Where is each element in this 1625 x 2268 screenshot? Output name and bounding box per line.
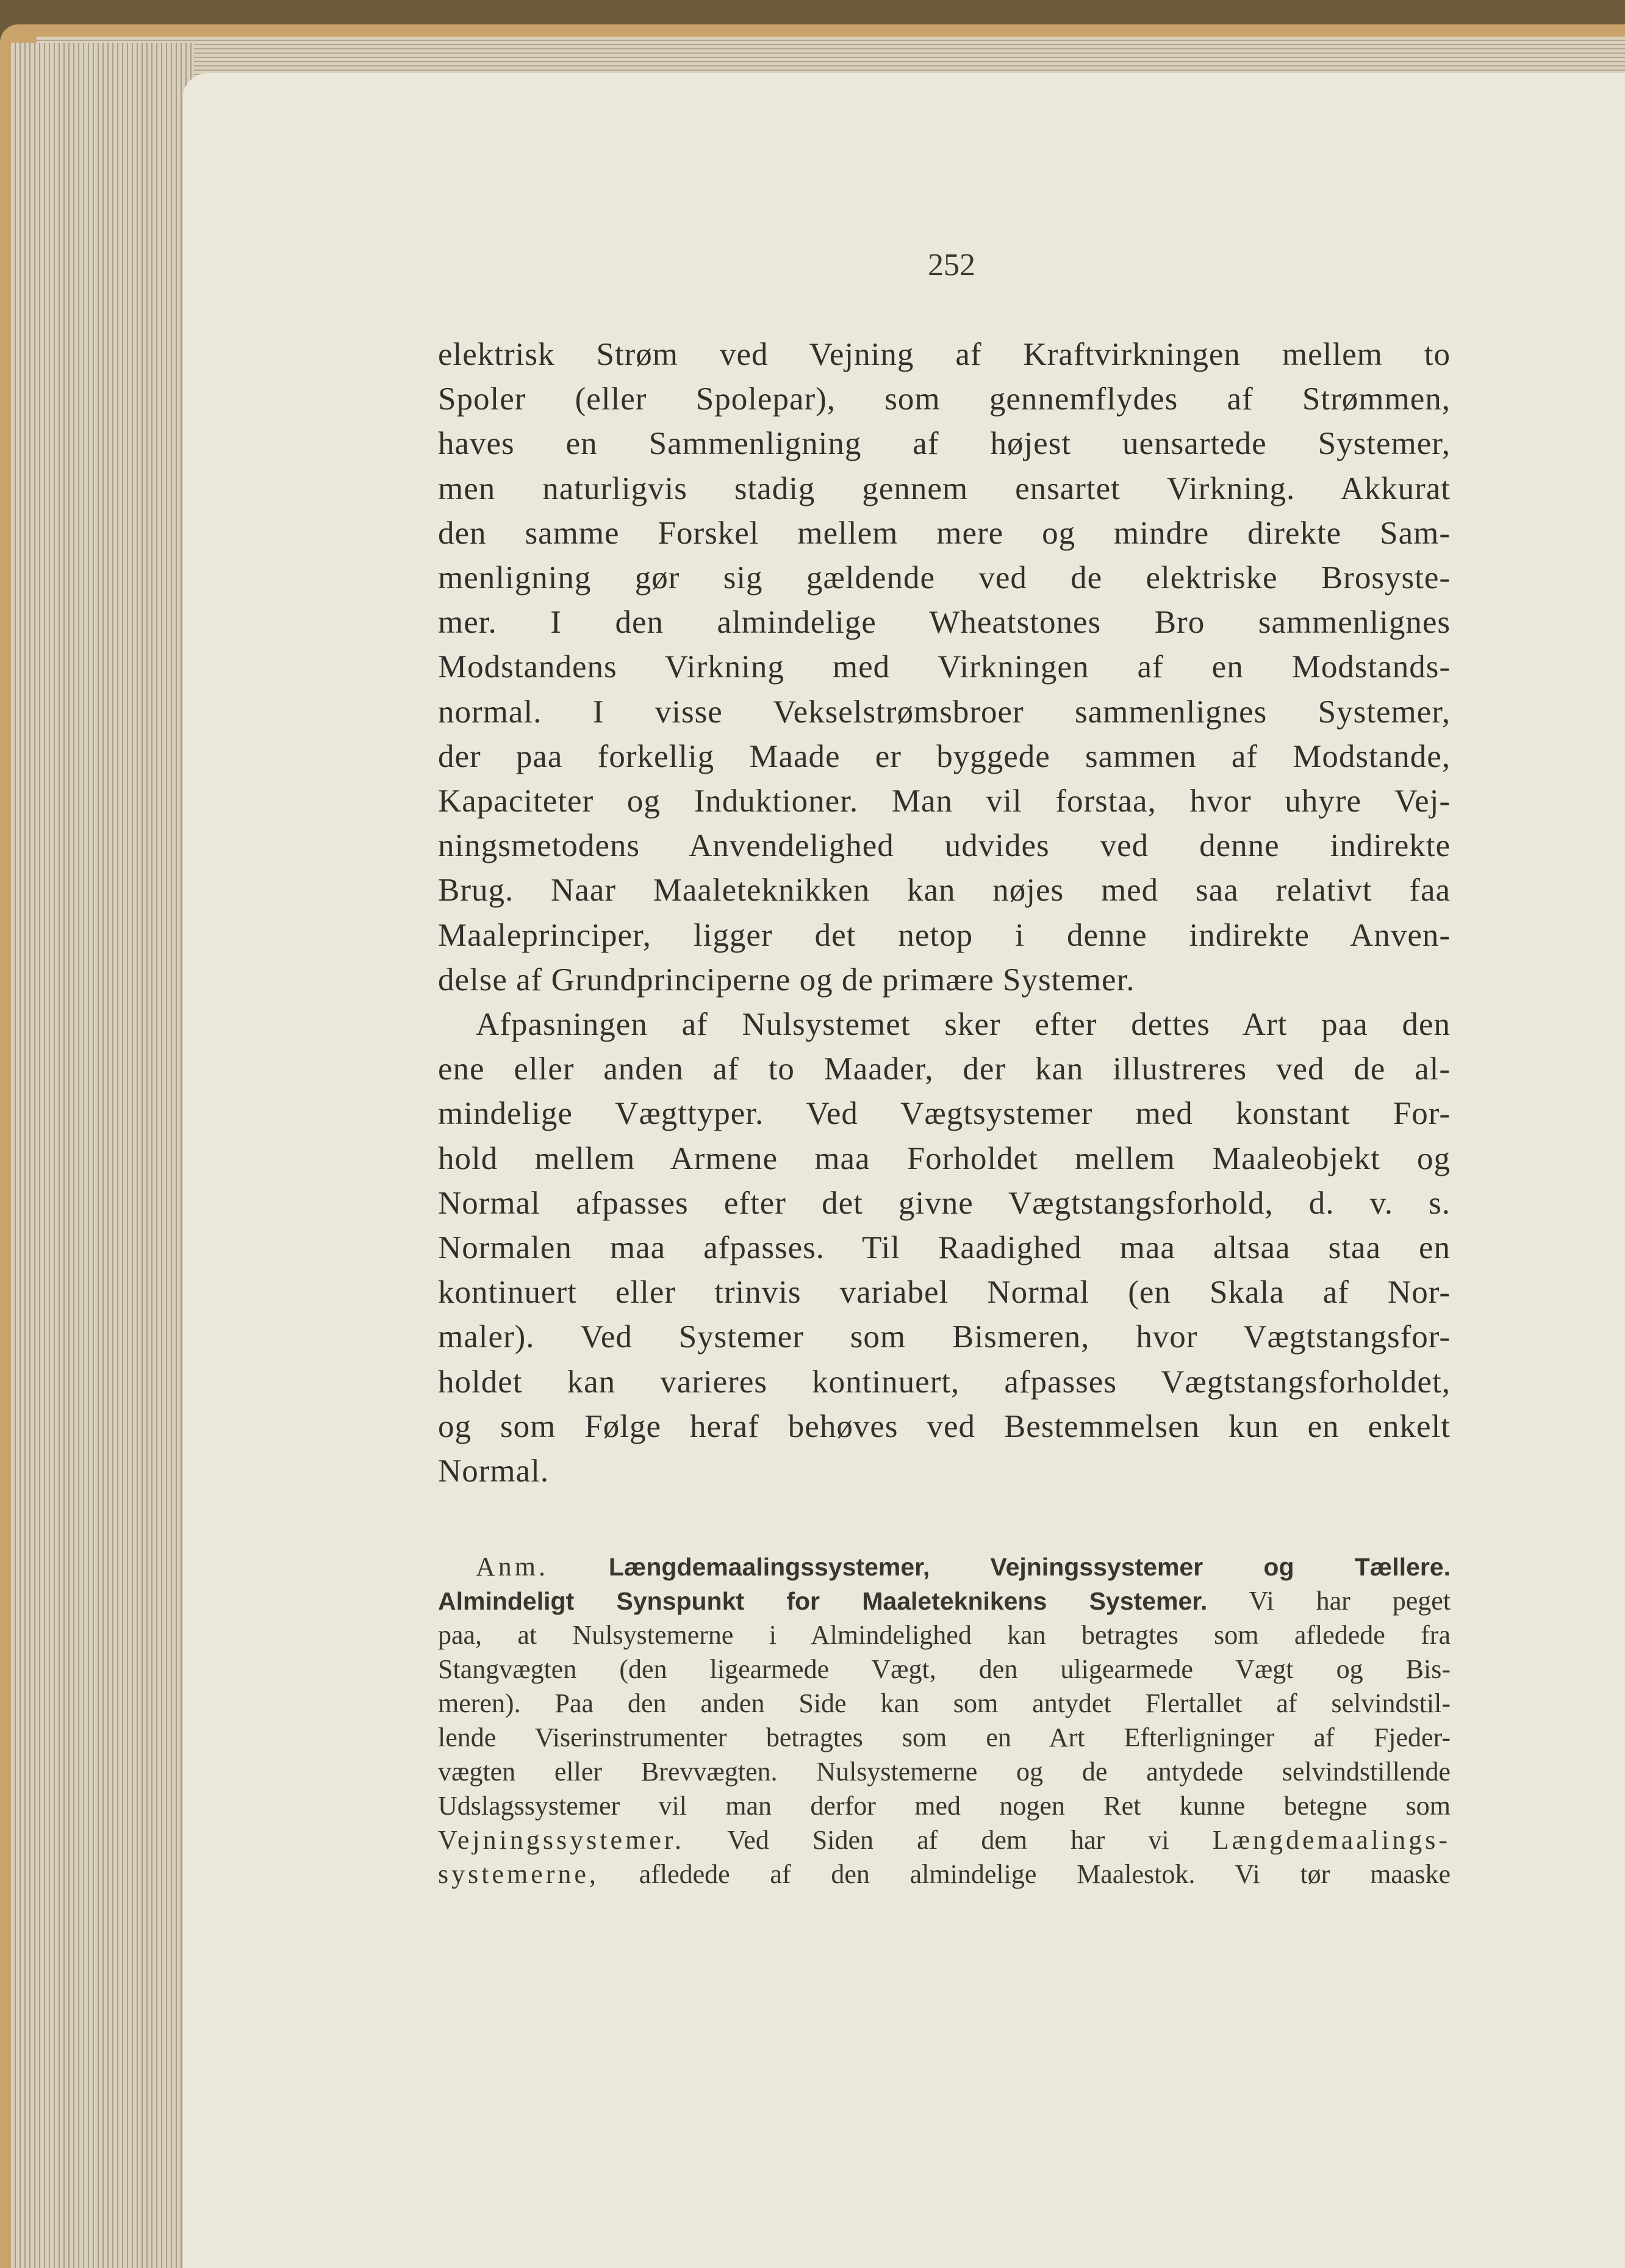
page-number: 252: [928, 248, 975, 283]
note-heading-2: Almindeligt Synspunkt for Maaleteknikens Systemer.: [438, 1587, 1208, 1615]
main-text: [438, 333, 1451, 1494]
text-line: Normal afpasses efter det givne Vægtstangsforhold, d. v. s.: [438, 1185, 1451, 1221]
note-line: vægten eller Brevvægten. Nulsystemerne og de antydede selvindstillende: [438, 1757, 1451, 1787]
note-label: Anm.: [476, 1552, 548, 1582]
text-line: og som Følge heraf behøves ved Bestemmelsen kun en enkelt: [438, 1408, 1451, 1444]
text-line: Normal.: [438, 1453, 550, 1489]
note-line: meren). Paa den anden Side kan som antydet Flertallet af selvindstil-: [438, 1688, 1451, 1718]
text-line: Normalen maa afpasses. Til Raadighed maa altsaa staa en: [438, 1230, 1451, 1266]
note-spaced-term: systemerne,: [438, 1859, 599, 1889]
text-line: Brug. Naar Maaleteknikken kan nøjes med saa relativt faa: [438, 873, 1451, 909]
text-line: hold mellem Armene maa Forholdet mellem Maaleobjekt og: [438, 1140, 1451, 1176]
note-line: Udslagssystemer vil man derfor med nogen Ret kunne betegne som: [438, 1791, 1451, 1821]
note-line: [438, 1823, 1451, 1857]
text-line: delse af Grundprinciperne og de primære Systemer.: [438, 962, 1135, 998]
note-line: lende Viserinstrumenter betragtes som en Art Efterligninger af Fjeder-: [438, 1723, 1451, 1752]
text-line: mindelige Vægttyper. Ved Vægtsystemer med konstant For-: [438, 1096, 1451, 1132]
text-line: holdet kan varieres kontinuert, afpasses Vægtstangsforholdet,: [438, 1364, 1451, 1400]
text-line: Spoler (eller Spolepar), som gennemflydes af Strømmen,: [438, 381, 1451, 417]
note-line: [438, 1584, 1451, 1618]
text-line: menligning gør sig gældende ved de elektriske Brosyste-: [438, 560, 1451, 596]
note-text-run: Ved Siden af dem har vi: [727, 1825, 1169, 1855]
note-line: [438, 1857, 1451, 1892]
text-line: haves en Sammenligning af højest uensartede Systemer,: [438, 426, 1451, 462]
text-line: kontinuert eller trinvis variabel Normal (en Skala af Nor-: [438, 1275, 1451, 1311]
text-line: maler). Ved Systemer som Bismeren, hvor Vægtstangsfor-: [438, 1319, 1451, 1355]
text-line: den samme Forskel mellem mere og mindre direkte Sam-: [438, 515, 1451, 551]
text-line: Maaleprinciper, ligger det netop i denne indirekte Anven-: [438, 917, 1451, 953]
text-line: ene eller anden af to Maader, der kan illustreres ved de al-: [438, 1051, 1451, 1087]
note-spaced-term: Vejningssystemer.: [438, 1825, 684, 1855]
note-text-run: afledede af den almindelige Maalestok. Vi tør maaske: [639, 1859, 1451, 1889]
note-text-run: Vi har peget: [1249, 1586, 1451, 1616]
note-line: [438, 1550, 1451, 1584]
text-line: Kapaciteter og Induktioner. Man vil forstaa, hvor uhyre Vej-: [438, 783, 1451, 819]
text-line: Afpasningen af Nulsystemet sker efter dettes Art paa den: [476, 1007, 1451, 1043]
note-spaced-term: Længdemaalings-: [1212, 1825, 1451, 1855]
text-line: normal. I visse Vekselstrømsbroer sammenlignes Systemer,: [438, 694, 1451, 730]
text-line: ningsmetodens Anvendelighed udvides ved denne indirekte: [438, 828, 1451, 864]
text-line: Modstandens Virkning med Virkningen af en Modstands-: [438, 649, 1451, 685]
text-line: der paa forkellig Maade er byggede sammen af Modstande,: [438, 738, 1451, 774]
note-line: paa, at Nulsystemerne i Almindelighed kan betragtes som afledede fra: [438, 1620, 1451, 1650]
note-line: Stangvægten (den ligearmede Vægt, den uligearmede Vægt og Bis-: [438, 1654, 1451, 1684]
page-stack-left-edge: [11, 43, 194, 2268]
text-line: men naturligvis stadig gennem ensartet Virkning. Akkurat: [438, 470, 1451, 506]
note-text: [438, 1550, 1451, 1892]
text-line: mer. I den almindelige Wheatstones Bro sammenlignes: [438, 605, 1451, 641]
note-heading-1: Længdemaalingssystemer, Vejningssystemer og Tællere.: [608, 1553, 1451, 1581]
text-line: elektrisk Strøm ved Vejning af Kraftvirkningen mellem to: [438, 337, 1451, 372]
